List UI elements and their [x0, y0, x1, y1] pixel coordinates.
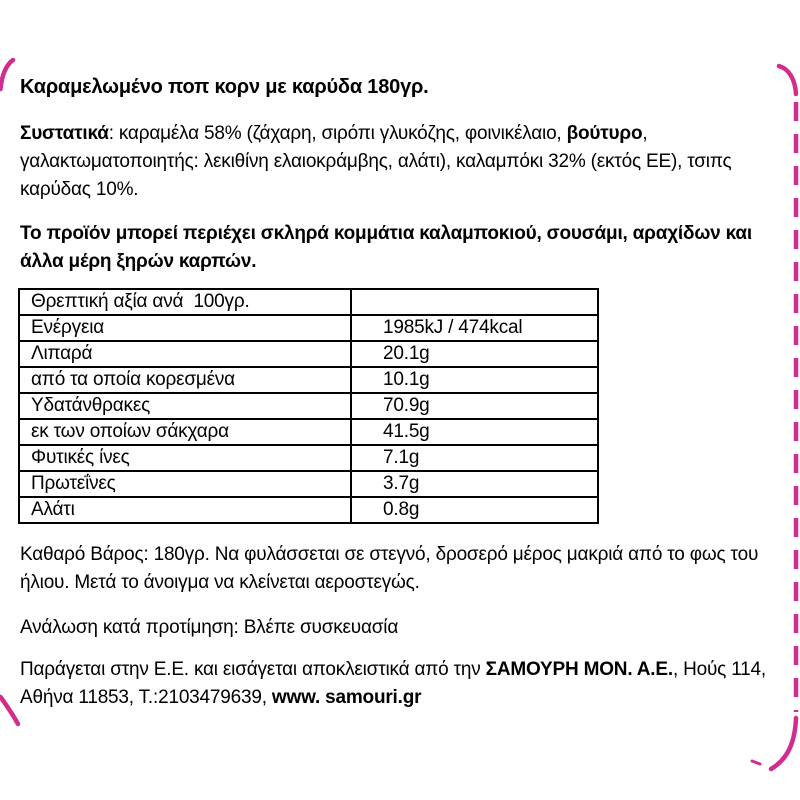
- best-before-note: Ανάλωση κατά προτίμηση: Βλέπε συσκευασία: [20, 617, 399, 638]
- table-row: [19, 471, 598, 497]
- table-row: [19, 367, 598, 393]
- diecut-bottom-right-corner-mark: [771, 718, 796, 769]
- ingredients-heading: Συστατικά: [20, 123, 109, 144]
- nutrient-value: 41.5g: [351, 419, 598, 445]
- table-row: [19, 497, 598, 523]
- nutrient-value: 70.9g: [351, 393, 598, 419]
- diecut-bottom-left-corner-mark: [1, 697, 19, 724]
- table-row: [19, 393, 598, 419]
- ingredients-text-1: : καραμέλα 58% (ζάχαρη, σιρόπι γλυκόζης, φοινικέλαιο,: [108, 123, 567, 144]
- producer-company-name: ΣΑΜΟΥΡΗ ΜΟΝ. Α.Ε.: [485, 659, 673, 680]
- nutrient-value: 10.1g: [351, 367, 598, 393]
- nutrient-label: Ενέργεια: [19, 315, 351, 341]
- nutrient-value: 20.1g: [351, 341, 598, 367]
- diecut-top-right-corner-mark: [779, 66, 796, 94]
- nutrient-label: Αλάτι: [19, 497, 351, 523]
- nutrition-header-value: [351, 289, 598, 315]
- storage-instructions: Καθαρό Βάρος: 180γρ. Να φυλάσσεται σε στεγνό, δροσερό μέρος μακριά από το φως του ήλιου. Μετά το άνοιγμα να κλείνεται αεροστεγώς.: [20, 544, 759, 593]
- nutrition-header-label: Θρεπτική αξία ανά 100γρ.: [19, 289, 351, 315]
- nutrient-label: από τα οποία κορεσμένα: [19, 367, 351, 393]
- nutrient-value: 3.7g: [351, 471, 598, 497]
- nutrient-value: 0.8g: [351, 497, 598, 523]
- nutrient-value: 1985kJ / 474kcal: [351, 315, 598, 341]
- allergen-warning: Το προϊόν μπορεί περιέχει σκληρά κομμάτια καλαμποκιού, σουσάμι, αραχίδων και άλλα μέρη ξηρών καρπών.: [20, 223, 752, 272]
- nutrient-label: Φυτικές ίνες: [19, 445, 351, 471]
- ingredients-text-2: , γαλακτωματοποιητής: λεκιθίνη ελαιοκράμβης, αλάτι), καλαμπόκι 32% (εκτός ΕΕ), τσιπς καρύδας 10%.: [20, 123, 732, 200]
- nutrient-label: Υδατάνθρακες: [19, 393, 351, 419]
- producer-website: www. samouri.gr: [271, 687, 422, 708]
- table-row: [19, 419, 598, 445]
- diecut-top-left-corner-mark: [1, 60, 14, 89]
- nutrition-header-row: [19, 289, 598, 315]
- nutrition-table: [18, 288, 599, 524]
- table-row: [19, 445, 598, 471]
- table-row: [19, 315, 598, 341]
- nutrient-value: 7.1g: [351, 445, 598, 471]
- nutrient-label: Πρωτεΐνες: [19, 471, 351, 497]
- producer-info: [20, 656, 786, 712]
- product-title: Καραμελωμένο ποπ κορν με καρύδα 180γρ.: [20, 76, 429, 98]
- ingredients-bold-butter: βούτυρο: [566, 123, 643, 144]
- nutrient-label: Λιπαρά: [19, 341, 351, 367]
- diecut-bottom-right-tick-mark: [752, 761, 760, 764]
- table-row: [19, 341, 598, 367]
- nutrient-label: εκ των οποίων σάκχαρα: [19, 419, 351, 445]
- producer-text-2: , Ηούς 114, Αθήνα 11853, Τ.:2103479639,: [20, 659, 766, 708]
- ingredients-paragraph: [20, 120, 770, 204]
- producer-text-1: Παράγεται στην Ε.Ε. και εισάγεται αποκλειστικά από την: [20, 659, 486, 680]
